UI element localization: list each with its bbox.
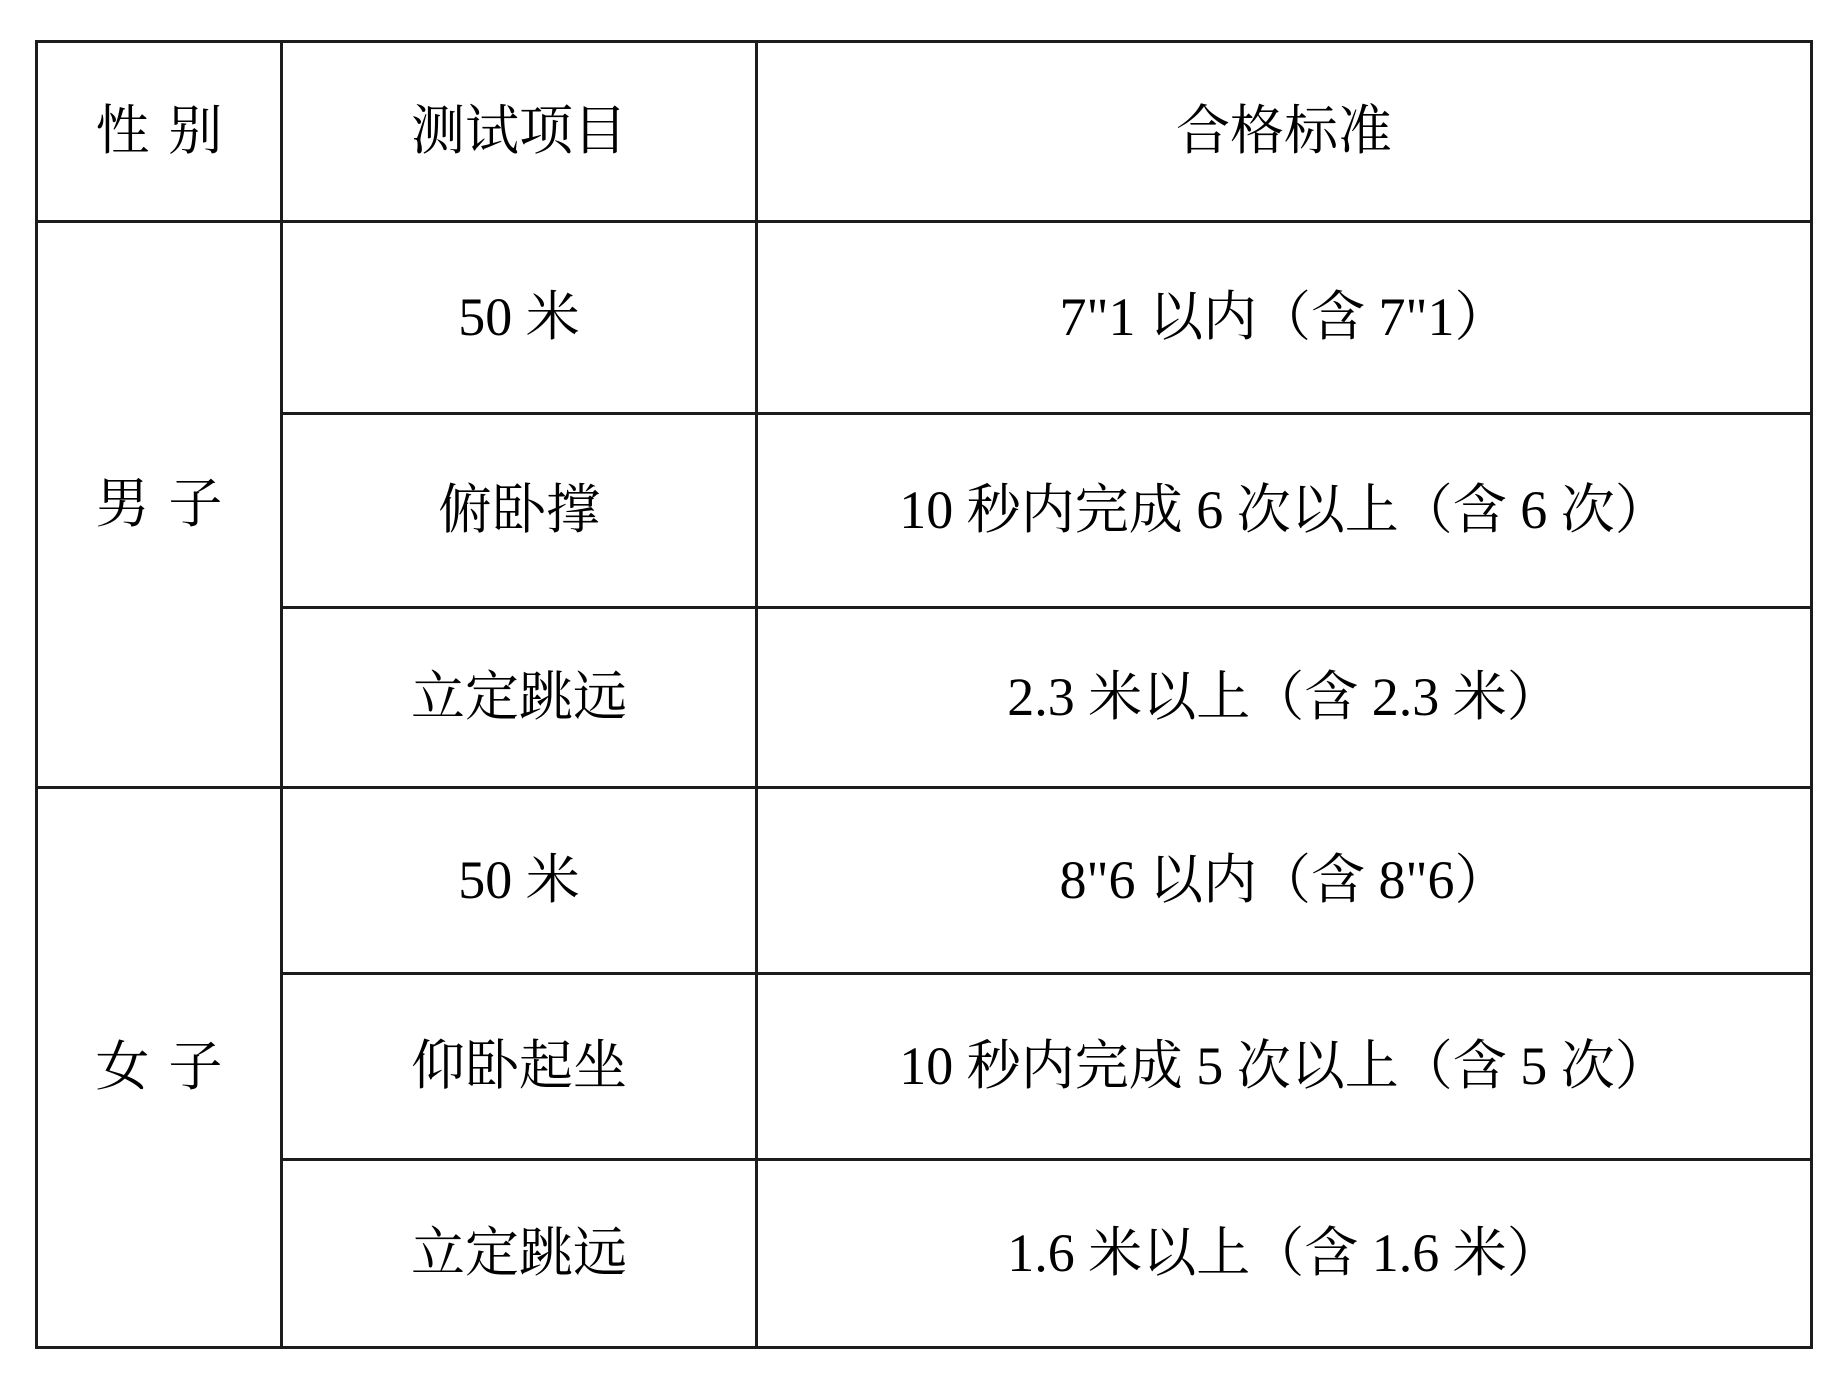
table-row <box>37 222 1812 414</box>
header-standard: 合格标准 <box>757 42 1812 222</box>
item-cell: 仰卧起坐 <box>282 974 757 1160</box>
table-row <box>37 414 1812 608</box>
table-row <box>37 1160 1812 1348</box>
item-cell: 50 米 <box>282 222 757 414</box>
header-test-item: 测试项目 <box>282 42 757 222</box>
standard-cell: 8"6 以内（含 8"6） <box>757 788 1812 974</box>
header-row <box>37 42 1812 222</box>
standard-cell: 1.6 米以上（含 1.6 米） <box>757 1160 1812 1348</box>
table-row <box>37 788 1812 974</box>
header-gender: 性别 <box>37 42 282 222</box>
item-cell: 俯卧撑 <box>282 414 757 608</box>
standard-cell: 2.3 米以上（含 2.3 米） <box>757 608 1812 788</box>
item-cell: 立定跳远 <box>282 1160 757 1348</box>
standard-cell: 7"1 以内（含 7"1） <box>757 222 1812 414</box>
item-cell: 立定跳远 <box>282 608 757 788</box>
gender-cell-male: 男子 <box>37 222 282 788</box>
fitness-standards-table <box>35 40 1813 1349</box>
gender-cell-female: 女子 <box>37 788 282 1348</box>
standard-cell: 10 秒内完成 5 次以上（含 5 次） <box>757 974 1812 1160</box>
item-cell: 50 米 <box>282 788 757 974</box>
table-row <box>37 608 1812 788</box>
standard-cell: 10 秒内完成 6 次以上（含 6 次） <box>757 414 1812 608</box>
table-row <box>37 974 1812 1160</box>
